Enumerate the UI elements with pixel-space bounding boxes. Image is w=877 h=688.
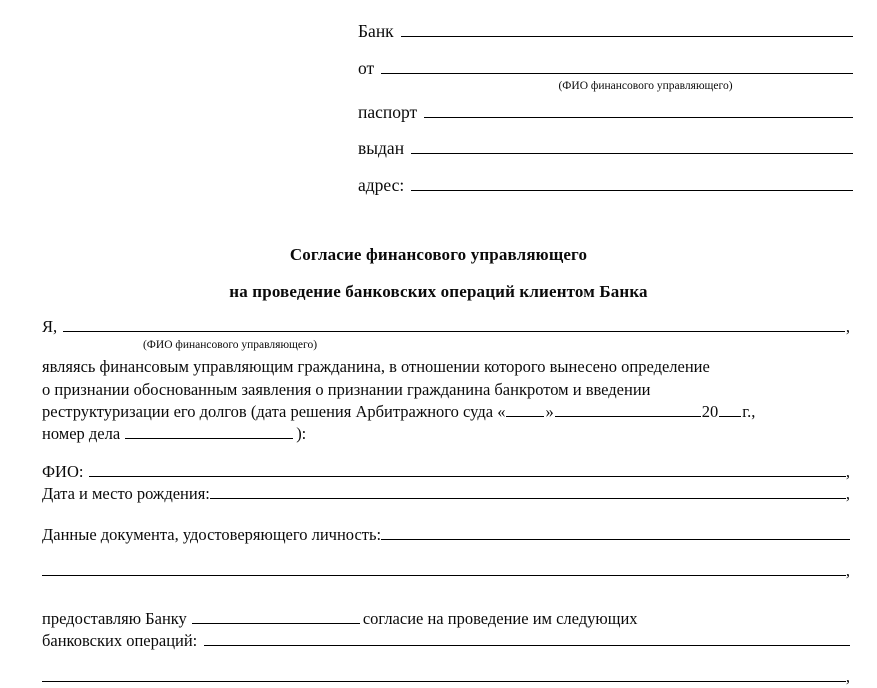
- field-trailing-birth-date-place: ,: [845, 483, 850, 503]
- field-blank-banking-operations[interactable]: [204, 632, 850, 647]
- court-decision-year-prefix: 20: [701, 401, 719, 421]
- document-body: [42, 316, 850, 688]
- body-paragraph-line-4: [42, 423, 850, 445]
- field-label-banking-operations: банковских операций:: [42, 631, 198, 651]
- court-decision-prefix: реструктуризации его долгов (дата решения Арбитражного суда «: [42, 401, 506, 421]
- document-title-block: [0, 246, 877, 300]
- header-blank-from[interactable]: [381, 59, 853, 74]
- court-decision-year-suffix: г.,: [742, 401, 756, 421]
- field-blank-id-document[interactable]: [381, 526, 850, 541]
- consent-paragraph-line-1: [42, 608, 850, 630]
- field-row-birth-date-place: [42, 483, 850, 505]
- header-addressee-block: [358, 22, 853, 212]
- field-label-birth-date-place: Дата и место рождения:: [42, 483, 210, 503]
- spacer-before-final-line: [42, 652, 850, 666]
- header-field-passport: [358, 103, 853, 122]
- field-label-full-name: ФИО:: [42, 461, 84, 481]
- court-decision-quote-close: »: [545, 401, 554, 421]
- court-decision-month-blank[interactable]: [555, 402, 701, 416]
- header-field-address: [358, 176, 853, 195]
- header-field-issued-by: [358, 139, 853, 158]
- field-row-id-document-continuation: [42, 560, 850, 582]
- header-field-from: [358, 59, 853, 78]
- spacer-before-consent: [42, 582, 850, 608]
- header-blank-issued-by[interactable]: [411, 139, 853, 154]
- header-label-address: адрес:: [358, 174, 405, 195]
- header-label-passport: паспорт: [358, 101, 418, 122]
- case-number-suffix: ):: [296, 423, 307, 443]
- applicant-caption-manager-name: (ФИО финансового управляющего): [142, 338, 318, 351]
- header-caption-manager-name: (ФИО финансового управляющего): [558, 80, 733, 92]
- header-label-issued-by: выдан: [358, 138, 405, 159]
- consent-prefix: предоставляю Банку: [42, 608, 187, 628]
- header-field-bank: [358, 22, 853, 41]
- spacer-before-fields: [42, 445, 850, 461]
- body-paragraph-line-1: являясь финансовым управляющим гражданина, в отношении которого вынесено определение: [42, 357, 710, 377]
- consent-suffix: согласие на проведение им следующих: [362, 608, 638, 628]
- field-trailing-final: ,: [845, 666, 850, 686]
- document-title-line-2: на проведение банковских операций клиентом Банка: [229, 282, 648, 301]
- case-number-blank[interactable]: [125, 425, 293, 439]
- body-paragraph-line-2: о признании обоснованным заявления о признании гражданина банкротом и введении: [42, 379, 651, 399]
- spacer-before-id-document: [42, 504, 850, 524]
- field-row-id-document: [42, 524, 850, 546]
- header-label-from: от: [358, 57, 375, 78]
- case-number-label: номер дела: [42, 423, 121, 443]
- header-blank-address[interactable]: [411, 176, 853, 191]
- field-blank-id-document-continuation[interactable]: [42, 562, 846, 577]
- applicant-name-row: [42, 316, 850, 338]
- field-label-id-document: Данные документа, удостоверяющего личность:: [42, 525, 382, 545]
- applicant-label: Я,: [42, 317, 58, 336]
- spacer-id-document-continuation: [42, 546, 850, 560]
- court-decision-year-blank[interactable]: [719, 402, 741, 416]
- field-trailing-id-document: ,: [845, 561, 850, 581]
- field-blank-birth-date-place[interactable]: [210, 484, 846, 499]
- applicant-trailing-comma: ,: [845, 317, 850, 336]
- body-paragraph-line-3: [42, 401, 850, 423]
- header-label-bank: Банк: [358, 21, 394, 41]
- header-blank-bank[interactable]: [401, 22, 853, 37]
- consent-bank-blank[interactable]: [192, 610, 360, 624]
- field-blank-full-name[interactable]: [89, 462, 845, 477]
- field-row-banking-operations-continuation: [42, 666, 850, 688]
- applicant-name-blank[interactable]: [63, 317, 845, 332]
- document-title-line-1: Согласие финансового управляющего: [289, 245, 588, 264]
- field-trailing-full-name: ,: [845, 461, 850, 481]
- header-blank-passport[interactable]: [424, 103, 853, 118]
- field-row-banking-operations: [42, 630, 850, 652]
- court-decision-day-blank[interactable]: [506, 402, 544, 416]
- field-row-full-name: [42, 461, 850, 483]
